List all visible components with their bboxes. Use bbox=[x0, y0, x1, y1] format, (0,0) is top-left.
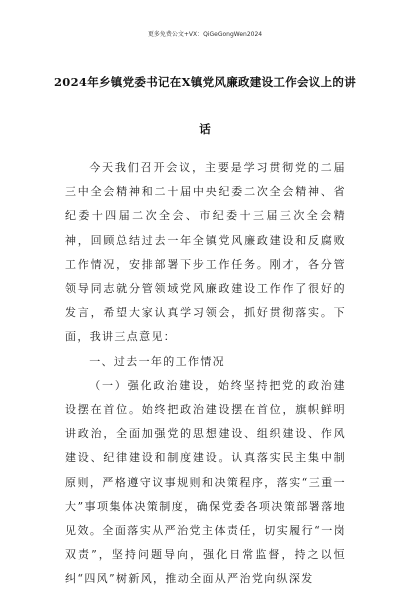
page-header: 更多免费公文+VX：QiGeGongWen2024 bbox=[147, 31, 263, 38]
document-title-continuation: 话 bbox=[199, 122, 211, 136]
document-body bbox=[65, 156, 346, 592]
section-heading: 一、过去一年的工作情况 bbox=[89, 354, 226, 368]
intro-paragraph: 今天我们召开会议，主要是学习贯彻党的二届三中全会精神和二十届中央纪委二次全会精神、省纪委十四届二次全会、市纪委十三届三次全会精神，回顾总结过去一年全镇党风廉政建设和反腐败工作情况，安排部署下步工作任务。刚才，各分管领导同志就分管领域党风廉政建设工作作了很好的发言，希望大家认真学习领会，抓好贯彻落实。下面，我讲三点意见： bbox=[65, 161, 346, 344]
document-title: 2024年乡镇党委书记在X镇党风廉政建设工作会议上的讲 bbox=[53, 75, 357, 89]
body-paragraph: （一）强化政治建设，始终坚持把党的政治建设摆在首位。始终把政治建设摆在首位，旗帜鲜明讲政治，全面加强党的思想建设、组织建设、作风建设、纪律建设和制度建设。认真落实民主集中制原则，严格遵守议事规则和决策程序，落实“三重一大”事项集体决策制度，确保党委各项决策部署落地见效。全面落实从严治党主体责任，切实履行“一岗双责”，坚持问题导向，强化日常监督，持之以恒纠“四风”树新风，推动全面从严治党向纵深发 bbox=[65, 378, 346, 586]
